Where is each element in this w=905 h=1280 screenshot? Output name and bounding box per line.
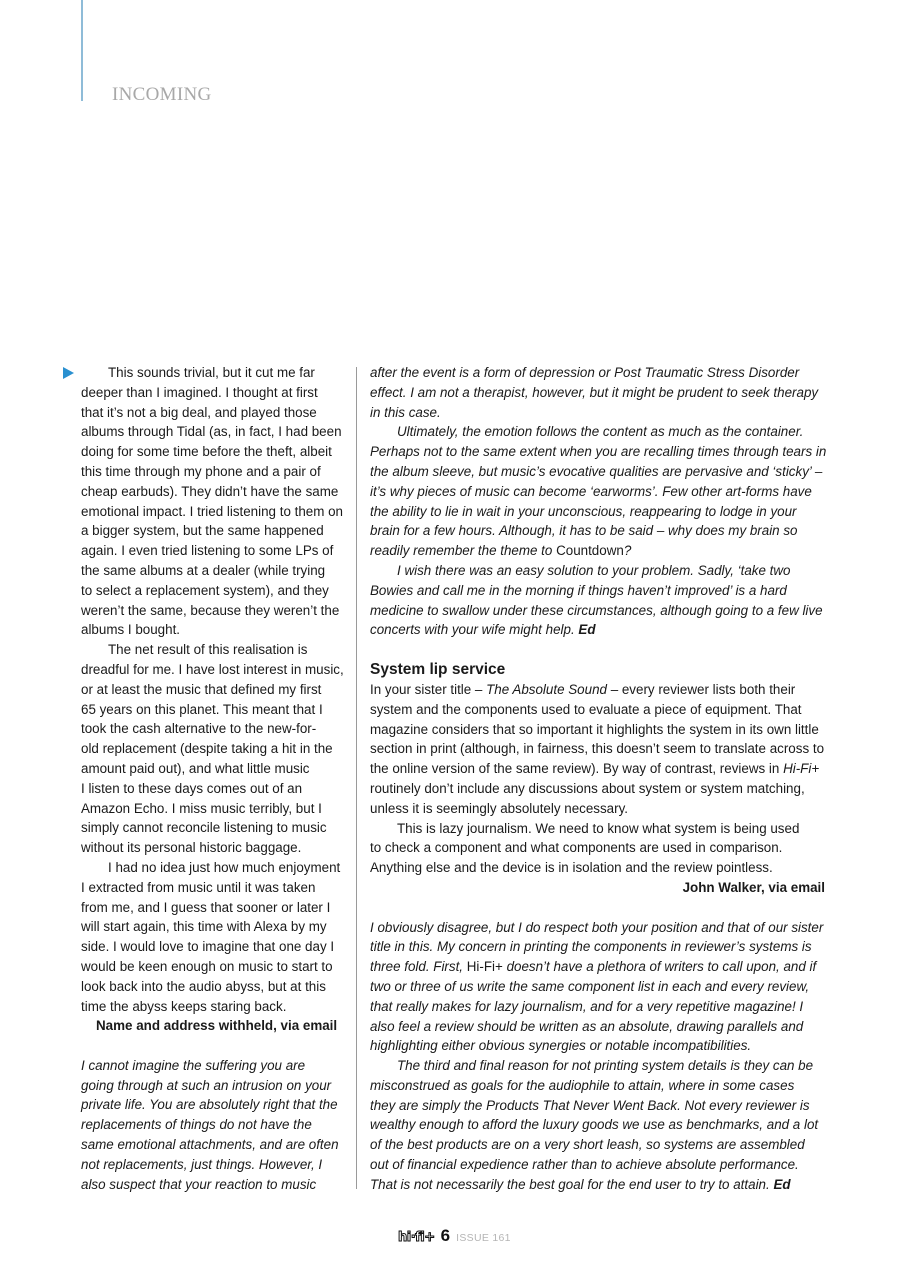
top-accent-rule (81, 0, 83, 101)
editor-reply-paragraph-2 (370, 422, 825, 561)
text-line: look back into the audio abyss, but at this (81, 978, 326, 994)
text-line: Perhaps not to the same extent when you are recalling times through tears in (370, 444, 827, 460)
text-line: replacements of things do not have the (81, 1117, 312, 1133)
text-line: without its personal historic baggage. (81, 840, 302, 856)
text-line: effect. I am not a therapist, however, but it might be prudent to seek therapy (370, 384, 819, 400)
text-line: I listen to these days comes out of an (81, 780, 303, 796)
letter-heading: System lip service (370, 661, 506, 679)
text-line: time the abyss keeps staring back. (81, 998, 287, 1014)
text-line: after the event is a form of depression or Post Traumatic Stress Disorder (370, 365, 800, 380)
text-line: or at least the music that defined my first (81, 681, 322, 697)
text-line: magazine considers that so important it highlights the system in its own little (370, 721, 819, 737)
issue-label: ISSUE 161 (456, 1232, 511, 1244)
text-line: it’s why pieces of music can become ‘earworms’. Few other art-forms have (370, 483, 812, 499)
text-line: I extracted from music until it was taken (81, 879, 316, 895)
text-line: that it’s not a big deal, and played those (81, 404, 317, 420)
text-line: Amazon Echo. I miss music terribly, but I (81, 800, 322, 816)
letter2-paragraph-1 (370, 680, 825, 819)
right-column (370, 363, 825, 1195)
text-line: private life. You are absolutely right that the (81, 1097, 338, 1113)
spacer (370, 898, 825, 918)
text-line: brain for a few hours. Although, it has to be said – why does my brain so (370, 523, 798, 539)
text-line: emotional impact. I tried listening to them on (81, 503, 343, 519)
text-line: they are simply the Products That Never Went Back. Not every reviewer is (370, 1097, 810, 1113)
text-line: the same albums at a dealer (while trying (81, 562, 326, 578)
text-line: a bigger system, but the same happened (81, 523, 324, 539)
magazine-title: The Absolute Sound (486, 681, 607, 697)
tv-show-title: Countdown (556, 543, 624, 559)
text-line: also feel a review should be written as an absolute, drawing parallels and (370, 1018, 804, 1034)
text-line: dreadful for me. I have lost interest in music, (81, 661, 344, 677)
text-line: medicine to swallow under these circumstances, although going to a few live (370, 602, 823, 618)
editor-sign: Ed (773, 1176, 791, 1192)
continuation-arrow-icon (63, 367, 74, 379)
text-line: This is lazy journalism. We need to know what system is being used (397, 820, 800, 836)
spacer (370, 640, 825, 660)
page-footer (398, 1226, 511, 1246)
text-line: That is not necessarily the best goal for the end user to try to attain. Ed (370, 1176, 791, 1192)
editor-reply2-paragraph-2 (370, 1056, 825, 1195)
text-line: system and the components used to evaluate a piece of equipment. That (370, 701, 802, 717)
letter-paragraph-2 (81, 640, 346, 858)
letter-signature: Name and address withheld, via email (96, 1018, 338, 1034)
text-line: title in this. My concern in printing the components in reviewer’s systems is (370, 939, 812, 955)
text-line: Anything else and the device is in isolation and the review pointless. (370, 860, 773, 876)
text-line: This sounds trivial, but it cut me far (108, 365, 315, 380)
letter2-paragraph-2 (370, 819, 825, 878)
text-line: 65 years on this planet. This meant that I (81, 701, 323, 717)
text-line: amount paid out), and what little music (81, 760, 310, 776)
editor-sign: Ed (578, 622, 596, 638)
text-line: section in print (although, in fairness, this doesn’t seem to translate across to (370, 741, 825, 757)
text-line: I had no idea just how much enjoyment (108, 859, 341, 875)
text-line: deeper than I imagined. I thought at first (81, 384, 318, 400)
text-line: not replacements, just things. However, I (81, 1156, 323, 1172)
text-line: The third and final reason for not printing system details is they can be (397, 1058, 814, 1074)
text-line: going through at such an intrusion on your (81, 1077, 332, 1093)
text-line: albums through Tidal (as, in fact, I had been (81, 424, 342, 440)
text-line: misconstrued as goals for the audiophile to attain, where in some cases (370, 1077, 795, 1093)
text-line: albums I bought. (81, 622, 181, 638)
text-line: old replacement (despite taking a hit in the (81, 741, 333, 757)
text-line: routinely don’t include any discussions about system or system matching, (370, 780, 805, 796)
text-line: to select a replacement system), and they (81, 582, 329, 598)
editor-reply-paragraph-3 (370, 561, 825, 640)
letter-paragraph-3 (81, 858, 346, 1016)
text-line: will start again, this time with Alexa by my (81, 919, 327, 935)
text-line: in this case. (370, 404, 441, 420)
section-label: INCOMING (112, 84, 212, 105)
text-line: would be keen enough on music to start to (81, 958, 333, 974)
text-line: two or three of us write the same component list in each and every review, (370, 978, 810, 994)
text-line: Bowies and call me in the morning if things haven’t improved’ is a hard (370, 582, 787, 598)
editor-reply-continued (370, 363, 825, 422)
column-divider (356, 367, 357, 1189)
text-line: I wish there was an easy solution to your problem. Sadly, ‘take two (397, 562, 791, 578)
text-line: that really makes for lazy journalism, and for a very repetitive magazine! I (370, 998, 804, 1014)
text-line: of the best products are on a very short leash, so systems are assembled (370, 1137, 805, 1153)
text-line: to check a component and what components are used in comparison. (370, 840, 783, 856)
text-line: highlighting either obvious synergies or notable incompatibilities. (370, 1038, 752, 1054)
magazine-logo: hi·fi+ (398, 1230, 435, 1245)
text-line: out of financial expedience rather than to achieve absolute performance. (370, 1157, 799, 1173)
text-line: doing for some time before the theft, albeit (81, 444, 332, 460)
text-line: The net result of this realisation is (108, 642, 308, 658)
text-line: unless it is seemingly absolutely necessary. (370, 800, 629, 816)
text-line: wealthy enough to afford the luxury goods we use as benchmarks, and a lot (370, 1117, 819, 1133)
magazine-title: Hi-Fi+ (783, 761, 820, 777)
editor-reply-paragraph-1 (81, 1056, 346, 1195)
text-line: side. I would love to imagine that one day I (81, 939, 335, 955)
text-line: again. I even tried listening to some LPs of (81, 543, 334, 559)
text-line: three fold. First, Hi-Fi+ doesn’t have a plethora of writers to call upon, and if (370, 959, 817, 975)
text-line: concerts with your wife might help. Ed (370, 622, 596, 638)
text-line: readily remember the theme to Countdown? (370, 543, 632, 559)
magazine-title: Hi-Fi+ (466, 959, 503, 975)
text-line: simply cannot reconcile listening to music (81, 820, 327, 836)
left-column (81, 363, 346, 1194)
letter-paragraph-1 (81, 363, 346, 640)
page-number: 6 (440, 1226, 451, 1245)
text-line: same emotional attachments, and are often (81, 1137, 339, 1153)
text-line: Ultimately, the emotion follows the content as much as the container. (397, 424, 804, 440)
text-line: the online version of the same review). By way of contrast, reviews in Hi-Fi+ (370, 761, 820, 777)
text-line: the album sleeve, but music’s evocative qualities are pervasive and ‘sticky’ – (370, 463, 823, 479)
letter2-signature: John Walker, via email (682, 879, 825, 895)
text-line: In your sister title – The Absolute Sound – every reviewer lists both their (370, 681, 796, 697)
text-line: this time through my phone and a pair of (81, 463, 321, 479)
text-line: took the cash alternative to the new-for- (81, 721, 317, 737)
text-line: also suspect that your reaction to music (81, 1176, 317, 1192)
text-line: the ability to lie in wait in your unconscious, reappearing to lodge in your (370, 503, 797, 519)
text-line: I obviously disagree, but I do respect both your position and that of our sister (370, 919, 824, 935)
text-line: I cannot imagine the suffering you are (81, 1057, 306, 1073)
text-line: weren’t the same, because they weren’t the (81, 602, 340, 618)
editor-reply2-paragraph-1 (370, 918, 825, 1057)
text-line: from me, and I guess that sooner or later I (81, 899, 331, 915)
text-line: cheap earbuds). They didn’t have the same (81, 483, 339, 499)
spacer (81, 1036, 346, 1056)
